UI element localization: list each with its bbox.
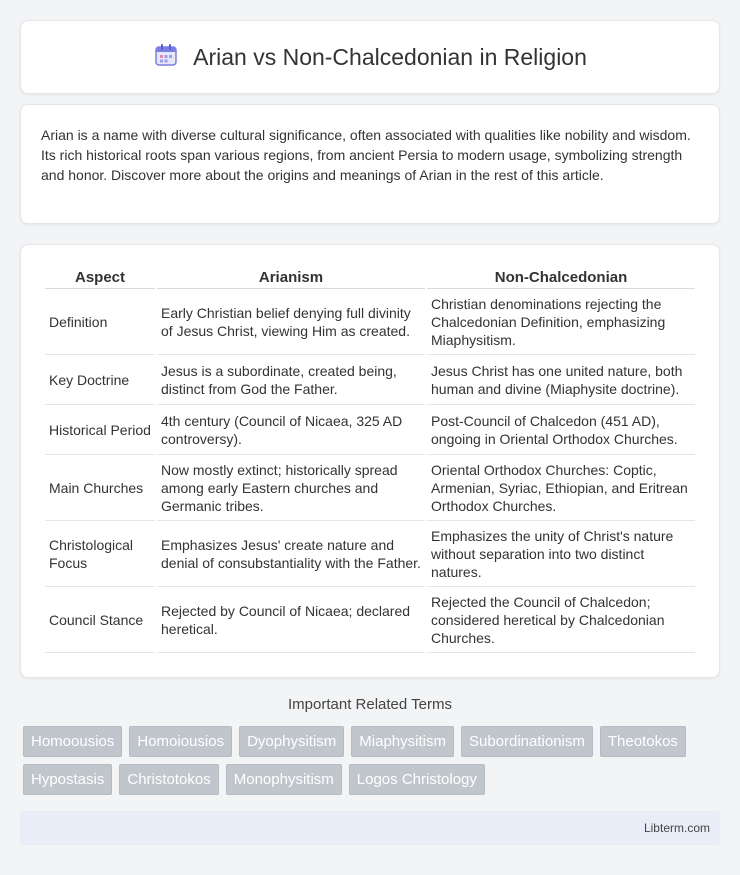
arianism-cell: Now mostly extinct; historically spread among early Eastern churches and Germanic tribes.	[157, 455, 425, 521]
arianism-cell: Early Christian belief denying full divinity of Jesus Christ, viewing Him as created.	[157, 289, 425, 355]
header-arianism: Arianism	[157, 263, 425, 289]
tag-theotokos[interactable]: Theotokos	[600, 726, 686, 757]
table-row	[45, 587, 695, 653]
table-row	[45, 405, 695, 455]
related-terms-section	[20, 696, 720, 795]
intro-card	[20, 104, 720, 224]
tag-monophysitism[interactable]: Monophysitism	[226, 764, 342, 795]
tag-hypostasis[interactable]: Hypostasis	[23, 764, 112, 795]
tag-dyophysitism[interactable]: Dyophysitism	[239, 726, 344, 757]
page-title: Arian vs Non-Chalcedonian in Religion	[193, 43, 587, 70]
non-chalcedonian-cell: Jesus Christ has one united nature, both human and divine (Miaphysite doctrine).	[427, 355, 695, 405]
calendar-icon	[153, 42, 179, 73]
non-chalcedonian-cell: Christian denominations rejecting the Chalcedonian Definition, emphasizing Miaphysitism.	[427, 289, 695, 355]
tag-homoiousios[interactable]: Homoiousios	[129, 726, 232, 757]
arianism-cell: 4th century (Council of Nicaea, 325 AD controversy).	[157, 405, 425, 455]
tag-subordinationism[interactable]: Subordinationism	[461, 726, 593, 757]
aspect-cell: Christological Focus	[45, 521, 155, 587]
arianism-cell: Jesus is a subordinate, created being, distinct from God the Father.	[157, 355, 425, 405]
header-non-chalcedonian: Non-Chalcedonian	[427, 263, 695, 289]
table-row	[45, 289, 695, 355]
table-row	[45, 355, 695, 405]
comparison-table	[43, 263, 697, 653]
arianism-cell: Emphasizes Jesus' create nature and denial of consubstantiality with the Father.	[157, 521, 425, 587]
aspect-cell: Council Stance	[45, 587, 155, 653]
tag-logos-christology[interactable]: Logos Christology	[349, 764, 485, 795]
title-wrap	[153, 42, 587, 73]
table-header-row	[45, 263, 695, 289]
table-row	[45, 455, 695, 521]
aspect-cell: Key Doctrine	[45, 355, 155, 405]
non-chalcedonian-cell: Oriental Orthodox Churches: Coptic, Armenian, Syriac, Ethiopian, and Eritrean Orthodox Churches.	[427, 455, 695, 521]
footer-brand-link[interactable]: Libterm.com	[643, 821, 710, 835]
tag-homoousios[interactable]: Homoousios	[23, 726, 122, 757]
related-terms-tags	[20, 726, 720, 795]
related-terms-title: Important Related Terms	[288, 696, 452, 713]
comparison-table-card	[20, 244, 720, 678]
aspect-cell: Historical Period	[45, 405, 155, 455]
footer	[20, 811, 720, 845]
aspect-cell: Main Churches	[45, 455, 155, 521]
header-aspect: Aspect	[45, 263, 155, 289]
non-chalcedonian-cell: Post-Council of Chalcedon (451 AD), ongoing in Oriental Orthodox Churches.	[427, 405, 695, 455]
intro-text: Arian is a name with diverse cultural significance, often associated with qualities like nobility and wisdom. Its rich historical roots span various regions, from ancient Persia to modern usage, symbolizing strength and honor. Discover more about the origins and meanings of Arian in the rest of this article.	[41, 127, 691, 183]
tag-christotokos[interactable]: Christotokos	[119, 764, 218, 795]
table-row	[45, 521, 695, 587]
arianism-cell: Rejected by Council of Nicaea; declared heretical.	[157, 587, 425, 653]
aspect-cell: Definition	[45, 289, 155, 355]
tag-miaphysitism[interactable]: Miaphysitism	[351, 726, 454, 757]
header-card	[20, 20, 720, 94]
non-chalcedonian-cell: Rejected the Council of Chalcedon; considered heretical by Chalcedonian Churches.	[427, 587, 695, 653]
non-chalcedonian-cell: Emphasizes the unity of Christ's nature without separation into two distinct natures.	[427, 521, 695, 587]
